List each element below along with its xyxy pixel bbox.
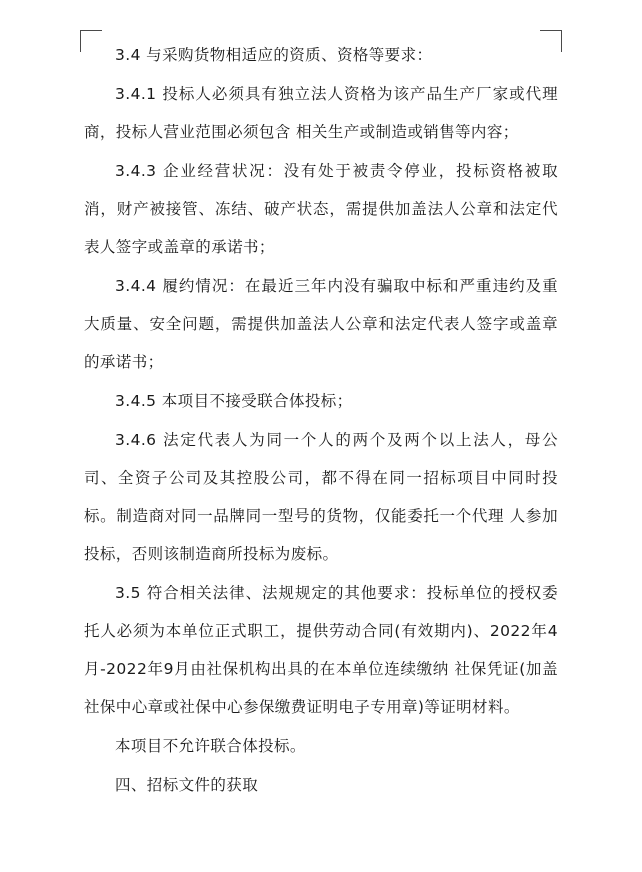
paragraph: 3.4.4 履约情况：在最近三年内没有骗取中标和严重违约及重大质量、安全问题，需提供加盖法人公章和法定代表人签字或盖章的承诺书； bbox=[84, 277, 558, 371]
paragraph: 3.5 符合相关法律、法规规定的其他要求：投标单位的授权委托人必须为本单位正式职工，提供劳动合同(有效期内)、2022年4月-2022年9月由社保机构出具的在本单位连续缴纳 社保凭证(加盖社保中心章或社保中心参保缴费证明电子专用章)等证明材料。 bbox=[84, 584, 558, 716]
paragraph: 3.4.1 投标人必须具有独立法人资格为该产品生产厂家或代理商，投标人营业范围必须包含 相关生产或制造或销售等内容； bbox=[84, 85, 558, 141]
paragraph: 3.4.6 法定代表人为同一个人的两个及两个以上法人，母公司、全资子公司及其控股公司，都不得在同一招标项目中同时投标。制造商对同一品牌同一型号的货物，仅能委托一个代理 人参加投标，否则该制造商所投标为废标。 bbox=[84, 431, 558, 563]
paragraph: 四、招标文件的获取 bbox=[115, 776, 259, 794]
paragraph: 本项目不允许联合体投标。 bbox=[115, 737, 306, 755]
paragraph: 3.4.3 企业经营状况：没有处于被责令停业，投标资格被取消，财产被接管、冻结、破产状态，需提供加盖法人公章和法定代表人签字或盖章的承诺书； bbox=[84, 162, 558, 256]
paragraph: 3.4.5 本项目不接受联合体投标； bbox=[115, 392, 353, 410]
paragraph: 3.4 与采购货物相适应的资质、资格等要求： bbox=[115, 46, 433, 64]
document-body bbox=[84, 36, 558, 805]
